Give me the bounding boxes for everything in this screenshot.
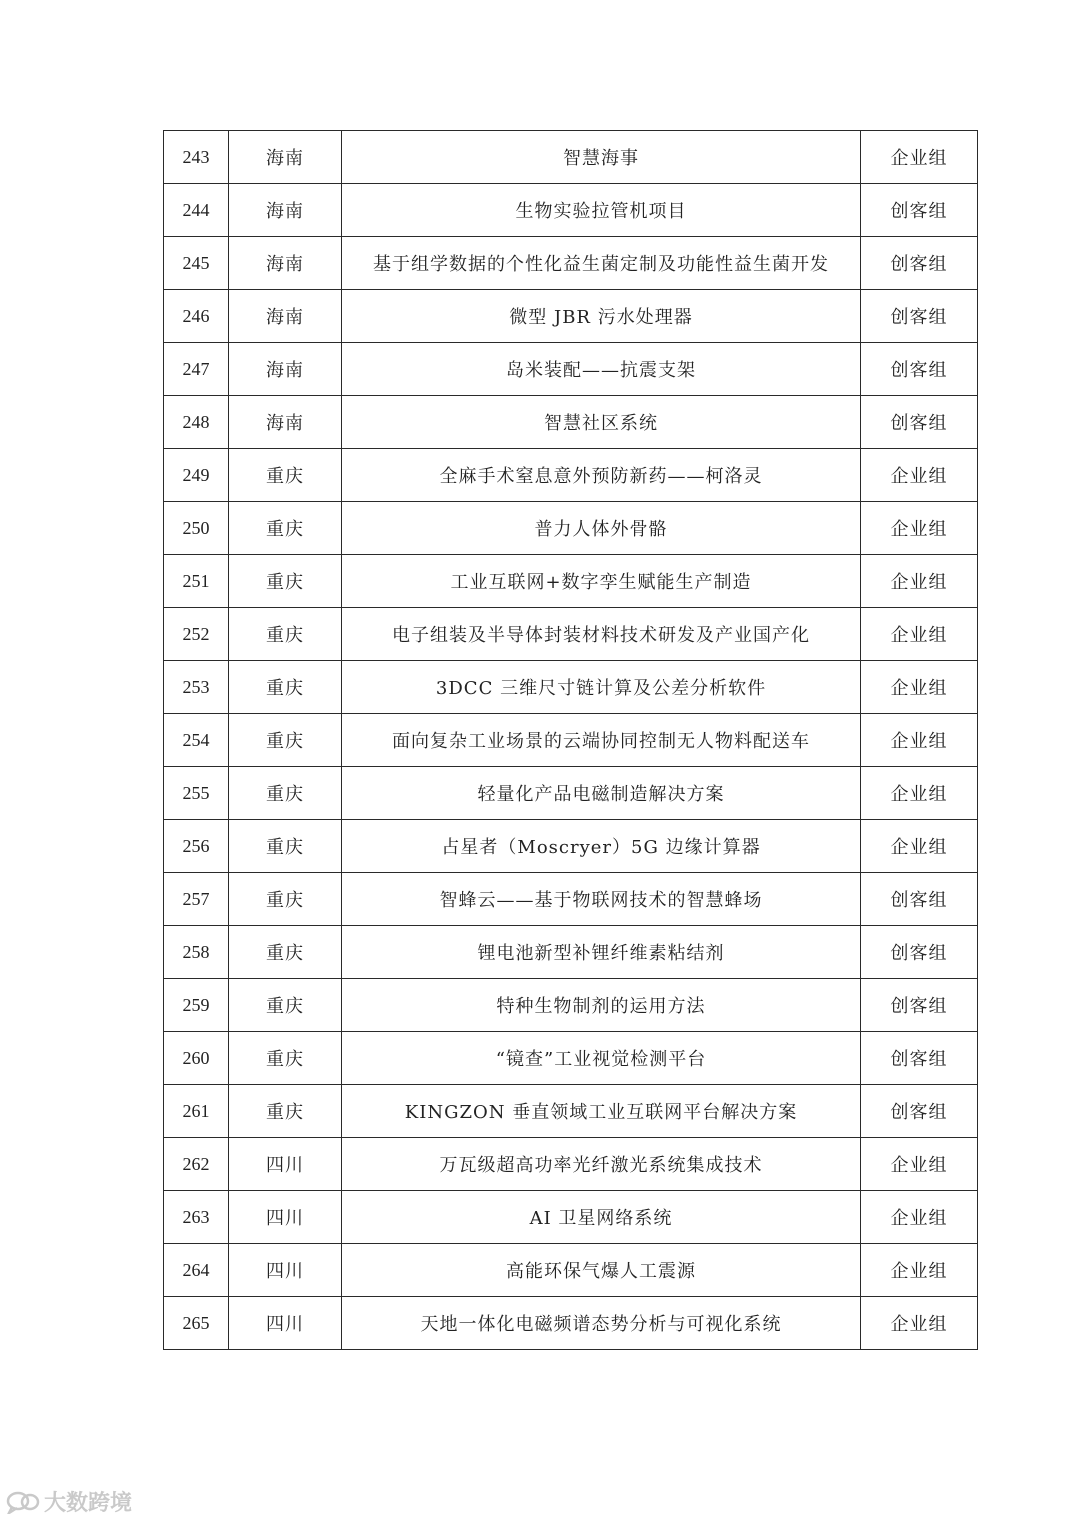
project-name-cell: “镜查”工业视觉检测平台 xyxy=(342,1032,861,1085)
group-cell: 企业组 xyxy=(861,1297,978,1350)
group-cell: 企业组 xyxy=(861,608,978,661)
project-name-cell: 锂电池新型补锂纤维素粘结剂 xyxy=(342,926,861,979)
table-body xyxy=(164,131,978,1350)
group-cell: 企业组 xyxy=(861,661,978,714)
region-cell: 四川 xyxy=(229,1191,342,1244)
region-cell: 重庆 xyxy=(229,502,342,555)
row-number-cell: 249 xyxy=(164,449,229,502)
table-row xyxy=(164,555,978,608)
group-cell: 创客组 xyxy=(861,1085,978,1138)
row-number-cell: 260 xyxy=(164,1032,229,1085)
table-row xyxy=(164,820,978,873)
project-name-cell: 岛米装配——抗震支架 xyxy=(342,343,861,396)
row-number-cell: 253 xyxy=(164,661,229,714)
project-list-table xyxy=(163,130,978,1350)
table-row xyxy=(164,1032,978,1085)
table-row xyxy=(164,926,978,979)
project-name-cell: 普力人体外骨骼 xyxy=(342,502,861,555)
row-number-cell: 250 xyxy=(164,502,229,555)
region-cell: 海南 xyxy=(229,184,342,237)
region-cell: 重庆 xyxy=(229,979,342,1032)
group-cell: 创客组 xyxy=(861,237,978,290)
project-name-cell: 智蜂云——基于物联网技术的智慧蜂场 xyxy=(342,873,861,926)
region-cell: 四川 xyxy=(229,1138,342,1191)
project-name-cell: 工业互联网+数字孪生赋能生产制造 xyxy=(342,555,861,608)
project-name-cell: 轻量化产品电磁制造解决方案 xyxy=(342,767,861,820)
project-name-cell: 智慧社区系统 xyxy=(342,396,861,449)
table-row xyxy=(164,343,978,396)
chat-bubble-icon xyxy=(6,1490,40,1514)
group-cell: 企业组 xyxy=(861,1191,978,1244)
project-name-cell: 特种生物制剂的运用方法 xyxy=(342,979,861,1032)
group-cell: 创客组 xyxy=(861,979,978,1032)
project-name-cell: 面向复杂工业场景的云端协同控制无人物料配送车 xyxy=(342,714,861,767)
group-cell: 企业组 xyxy=(861,555,978,608)
project-name-cell: 高能环保气爆人工震源 xyxy=(342,1244,861,1297)
group-cell: 创客组 xyxy=(861,1032,978,1085)
project-name-cell: AI 卫星网络系统 xyxy=(342,1191,861,1244)
row-number-cell: 259 xyxy=(164,979,229,1032)
row-number-cell: 248 xyxy=(164,396,229,449)
table-row xyxy=(164,502,978,555)
project-name-cell: 生物实验拉管机项目 xyxy=(342,184,861,237)
table-row xyxy=(164,1085,978,1138)
group-cell: 创客组 xyxy=(861,184,978,237)
table-row xyxy=(164,396,978,449)
row-number-cell: 256 xyxy=(164,820,229,873)
project-name-cell: 全麻手术窒息意外预防新药——柯洛灵 xyxy=(342,449,861,502)
group-cell: 企业组 xyxy=(861,131,978,184)
row-number-cell: 246 xyxy=(164,290,229,343)
table-row xyxy=(164,873,978,926)
row-number-cell: 263 xyxy=(164,1191,229,1244)
row-number-cell: 243 xyxy=(164,131,229,184)
region-cell: 重庆 xyxy=(229,1085,342,1138)
project-name-cell: KINGZON 垂直领域工业互联网平台解决方案 xyxy=(342,1085,861,1138)
group-cell: 企业组 xyxy=(861,1244,978,1297)
table-row xyxy=(164,237,978,290)
region-cell: 重庆 xyxy=(229,555,342,608)
region-cell: 四川 xyxy=(229,1244,342,1297)
project-name-cell: 3DCC 三维尺寸链计算及公差分析软件 xyxy=(342,661,861,714)
project-name-cell: 基于组学数据的个性化益生菌定制及功能性益生菌开发 xyxy=(342,237,861,290)
row-number-cell: 264 xyxy=(164,1244,229,1297)
region-cell: 重庆 xyxy=(229,714,342,767)
table-row xyxy=(164,449,978,502)
row-number-cell: 261 xyxy=(164,1085,229,1138)
watermark xyxy=(6,1486,132,1517)
table-row xyxy=(164,767,978,820)
table-row xyxy=(164,608,978,661)
region-cell: 重庆 xyxy=(229,926,342,979)
project-name-cell: 万瓦级超高功率光纤激光系统集成技术 xyxy=(342,1138,861,1191)
region-cell: 重庆 xyxy=(229,1032,342,1085)
group-cell: 企业组 xyxy=(861,502,978,555)
project-name-cell: 电子组装及半导体封装材料技术研发及产业国产化 xyxy=(342,608,861,661)
group-cell: 创客组 xyxy=(861,926,978,979)
table-row xyxy=(164,184,978,237)
project-name-cell: 智慧海事 xyxy=(342,131,861,184)
region-cell: 重庆 xyxy=(229,873,342,926)
region-cell: 海南 xyxy=(229,396,342,449)
row-number-cell: 247 xyxy=(164,343,229,396)
project-name-cell: 占星者（Moscryer）5G 边缘计算器 xyxy=(342,820,861,873)
region-cell: 重庆 xyxy=(229,820,342,873)
region-cell: 海南 xyxy=(229,290,342,343)
row-number-cell: 245 xyxy=(164,237,229,290)
group-cell: 创客组 xyxy=(861,290,978,343)
region-cell: 海南 xyxy=(229,131,342,184)
group-cell: 企业组 xyxy=(861,820,978,873)
row-number-cell: 262 xyxy=(164,1138,229,1191)
group-cell: 企业组 xyxy=(861,767,978,820)
project-name-cell: 天地一体化电磁频谱态势分析与可视化系统 xyxy=(342,1297,861,1350)
row-number-cell: 258 xyxy=(164,926,229,979)
watermark-text: 大数跨境 xyxy=(44,1491,133,1516)
table-row xyxy=(164,1138,978,1191)
region-cell: 重庆 xyxy=(229,767,342,820)
group-cell: 创客组 xyxy=(861,873,978,926)
group-cell: 企业组 xyxy=(861,714,978,767)
row-number-cell: 265 xyxy=(164,1297,229,1350)
table-row xyxy=(164,661,978,714)
region-cell: 重庆 xyxy=(229,608,342,661)
group-cell: 创客组 xyxy=(861,396,978,449)
row-number-cell: 251 xyxy=(164,555,229,608)
region-cell: 重庆 xyxy=(229,661,342,714)
region-cell: 海南 xyxy=(229,237,342,290)
group-cell: 企业组 xyxy=(861,1138,978,1191)
region-cell: 海南 xyxy=(229,343,342,396)
row-number-cell: 252 xyxy=(164,608,229,661)
project-name-cell: 微型 JBR 污水处理器 xyxy=(342,290,861,343)
row-number-cell: 244 xyxy=(164,184,229,237)
row-number-cell: 257 xyxy=(164,873,229,926)
group-cell: 企业组 xyxy=(861,449,978,502)
region-cell: 四川 xyxy=(229,1297,342,1350)
table-row xyxy=(164,1191,978,1244)
region-cell: 重庆 xyxy=(229,449,342,502)
row-number-cell: 254 xyxy=(164,714,229,767)
group-cell: 创客组 xyxy=(861,343,978,396)
row-number-cell: 255 xyxy=(164,767,229,820)
table-row xyxy=(164,979,978,1032)
table-row xyxy=(164,1297,978,1350)
table-row xyxy=(164,1244,978,1297)
table-row xyxy=(164,714,978,767)
table-row xyxy=(164,290,978,343)
table-row xyxy=(164,131,978,184)
